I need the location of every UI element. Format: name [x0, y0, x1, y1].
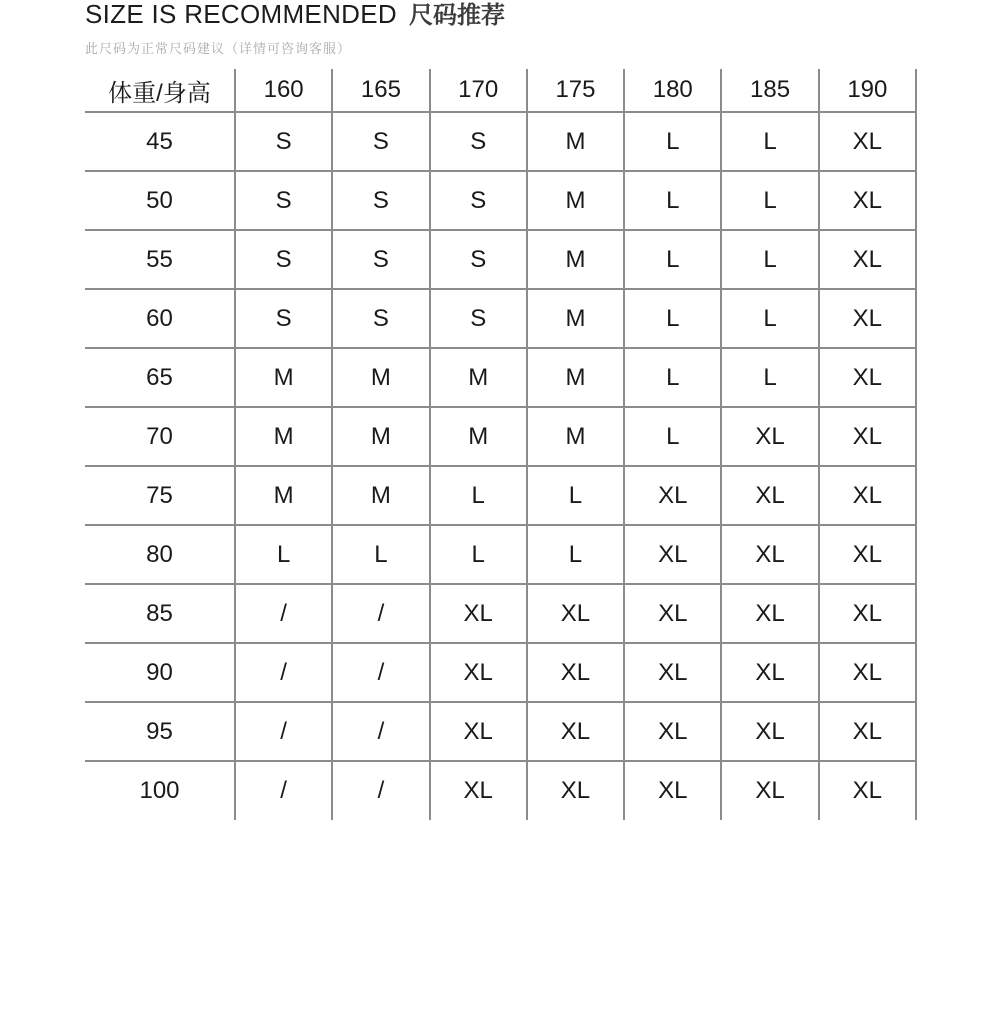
- size-cell: S: [430, 289, 527, 348]
- size-cell: M: [430, 407, 527, 466]
- size-cell: M: [527, 112, 624, 171]
- table-row: [85, 643, 916, 702]
- size-cell: S: [235, 171, 332, 230]
- size-cell: L: [332, 525, 429, 584]
- header-cell-height-190: 190: [819, 69, 916, 112]
- weight-cell: 85: [85, 584, 235, 643]
- size-table-head: [85, 69, 916, 112]
- size-cell: S: [430, 171, 527, 230]
- size-cell: XL: [624, 466, 721, 525]
- weight-cell: 75: [85, 466, 235, 525]
- table-row: [85, 466, 916, 525]
- size-cell: L: [624, 230, 721, 289]
- table-row: [85, 348, 916, 407]
- size-cell: XL: [430, 643, 527, 702]
- size-cell: XL: [819, 584, 916, 643]
- size-cell: L: [430, 466, 527, 525]
- size-cell: M: [332, 407, 429, 466]
- table-row: [85, 761, 916, 820]
- size-cell: /: [332, 761, 429, 820]
- size-cell: M: [527, 407, 624, 466]
- size-cell: XL: [527, 702, 624, 761]
- weight-cell: 80: [85, 525, 235, 584]
- table-row: [85, 407, 916, 466]
- size-cell: S: [332, 289, 429, 348]
- size-table: [85, 69, 917, 820]
- size-cell: /: [235, 702, 332, 761]
- size-cell: L: [624, 289, 721, 348]
- header-cell-height-170: 170: [430, 69, 527, 112]
- size-cell: XL: [819, 348, 916, 407]
- page-title-english: SIZE IS RECOMMENDED: [85, 0, 397, 29]
- size-cell: S: [332, 230, 429, 289]
- weight-cell: 45: [85, 112, 235, 171]
- size-cell: S: [235, 289, 332, 348]
- size-cell: /: [235, 761, 332, 820]
- size-cell: M: [527, 171, 624, 230]
- size-cell: M: [235, 466, 332, 525]
- size-cell: M: [527, 230, 624, 289]
- size-cell: XL: [721, 584, 818, 643]
- size-cell: XL: [430, 584, 527, 643]
- size-cell: M: [332, 348, 429, 407]
- size-cell: L: [527, 525, 624, 584]
- size-cell: XL: [721, 466, 818, 525]
- size-cell: XL: [527, 643, 624, 702]
- size-cell: XL: [819, 643, 916, 702]
- size-cell: S: [332, 112, 429, 171]
- size-cell: XL: [819, 171, 916, 230]
- size-cell: S: [235, 112, 332, 171]
- size-cell: XL: [527, 761, 624, 820]
- weight-cell: 50: [85, 171, 235, 230]
- size-cell: L: [721, 230, 818, 289]
- size-cell: L: [721, 171, 818, 230]
- size-cell: L: [624, 348, 721, 407]
- size-cell: XL: [721, 702, 818, 761]
- page-subtitle: 此尺码为正常尺码建议（详情可咨询客服）: [85, 41, 352, 56]
- size-cell: XL: [819, 702, 916, 761]
- size-cell: /: [235, 643, 332, 702]
- weight-cell: 95: [85, 702, 235, 761]
- size-cell: /: [235, 584, 332, 643]
- page-title: [85, 1, 1000, 29]
- size-cell: XL: [624, 584, 721, 643]
- table-row: [85, 171, 916, 230]
- weight-cell: 60: [85, 289, 235, 348]
- size-cell: M: [527, 289, 624, 348]
- size-cell: XL: [819, 466, 916, 525]
- size-cell: S: [235, 230, 332, 289]
- size-cell: M: [527, 348, 624, 407]
- size-cell: L: [527, 466, 624, 525]
- size-cell: XL: [819, 289, 916, 348]
- table-row: [85, 289, 916, 348]
- size-cell: XL: [721, 407, 818, 466]
- size-cell: XL: [624, 643, 721, 702]
- size-cell: M: [430, 348, 527, 407]
- size-cell: XL: [624, 761, 721, 820]
- size-cell: L: [624, 407, 721, 466]
- size-cell: S: [430, 230, 527, 289]
- size-table-body: [85, 112, 916, 820]
- size-cell: XL: [624, 702, 721, 761]
- size-cell: S: [430, 112, 527, 171]
- size-cell: XL: [527, 584, 624, 643]
- size-cell: M: [235, 407, 332, 466]
- header-cell-height-185: 185: [721, 69, 818, 112]
- table-row: [85, 230, 916, 289]
- size-cell: M: [235, 348, 332, 407]
- weight-cell: 100: [85, 761, 235, 820]
- weight-cell: 65: [85, 348, 235, 407]
- size-cell: L: [235, 525, 332, 584]
- size-cell: XL: [721, 761, 818, 820]
- header-cell-height-165: 165: [332, 69, 429, 112]
- size-cell: XL: [721, 525, 818, 584]
- weight-cell: 70: [85, 407, 235, 466]
- size-cell: XL: [819, 230, 916, 289]
- size-cell: XL: [819, 761, 916, 820]
- weight-cell: 90: [85, 643, 235, 702]
- size-cell: L: [430, 525, 527, 584]
- table-row: [85, 112, 916, 171]
- table-row: [85, 584, 916, 643]
- header-cell-height-175: 175: [527, 69, 624, 112]
- size-cell: XL: [721, 643, 818, 702]
- size-cell: L: [624, 112, 721, 171]
- size-cell: L: [624, 171, 721, 230]
- size-cell: S: [332, 171, 429, 230]
- header-cell-height-180: 180: [624, 69, 721, 112]
- table-row: [85, 702, 916, 761]
- size-cell: /: [332, 643, 429, 702]
- size-cell: L: [721, 348, 818, 407]
- size-cell: M: [332, 466, 429, 525]
- size-cell: L: [721, 112, 818, 171]
- size-cell: XL: [430, 761, 527, 820]
- size-cell: /: [332, 702, 429, 761]
- table-row: [85, 525, 916, 584]
- size-cell: XL: [819, 112, 916, 171]
- size-cell: XL: [430, 702, 527, 761]
- size-cell: XL: [819, 407, 916, 466]
- header-cell-height-160: 160: [235, 69, 332, 112]
- page-title-chinese: 尺码推荐: [408, 2, 505, 29]
- table-header-row: [85, 69, 916, 112]
- size-cell: L: [721, 289, 818, 348]
- size-cell: XL: [819, 525, 916, 584]
- size-cell: /: [332, 584, 429, 643]
- weight-cell: 55: [85, 230, 235, 289]
- header-cell-weight-height: 体重/身高: [85, 69, 235, 112]
- size-cell: XL: [624, 525, 721, 584]
